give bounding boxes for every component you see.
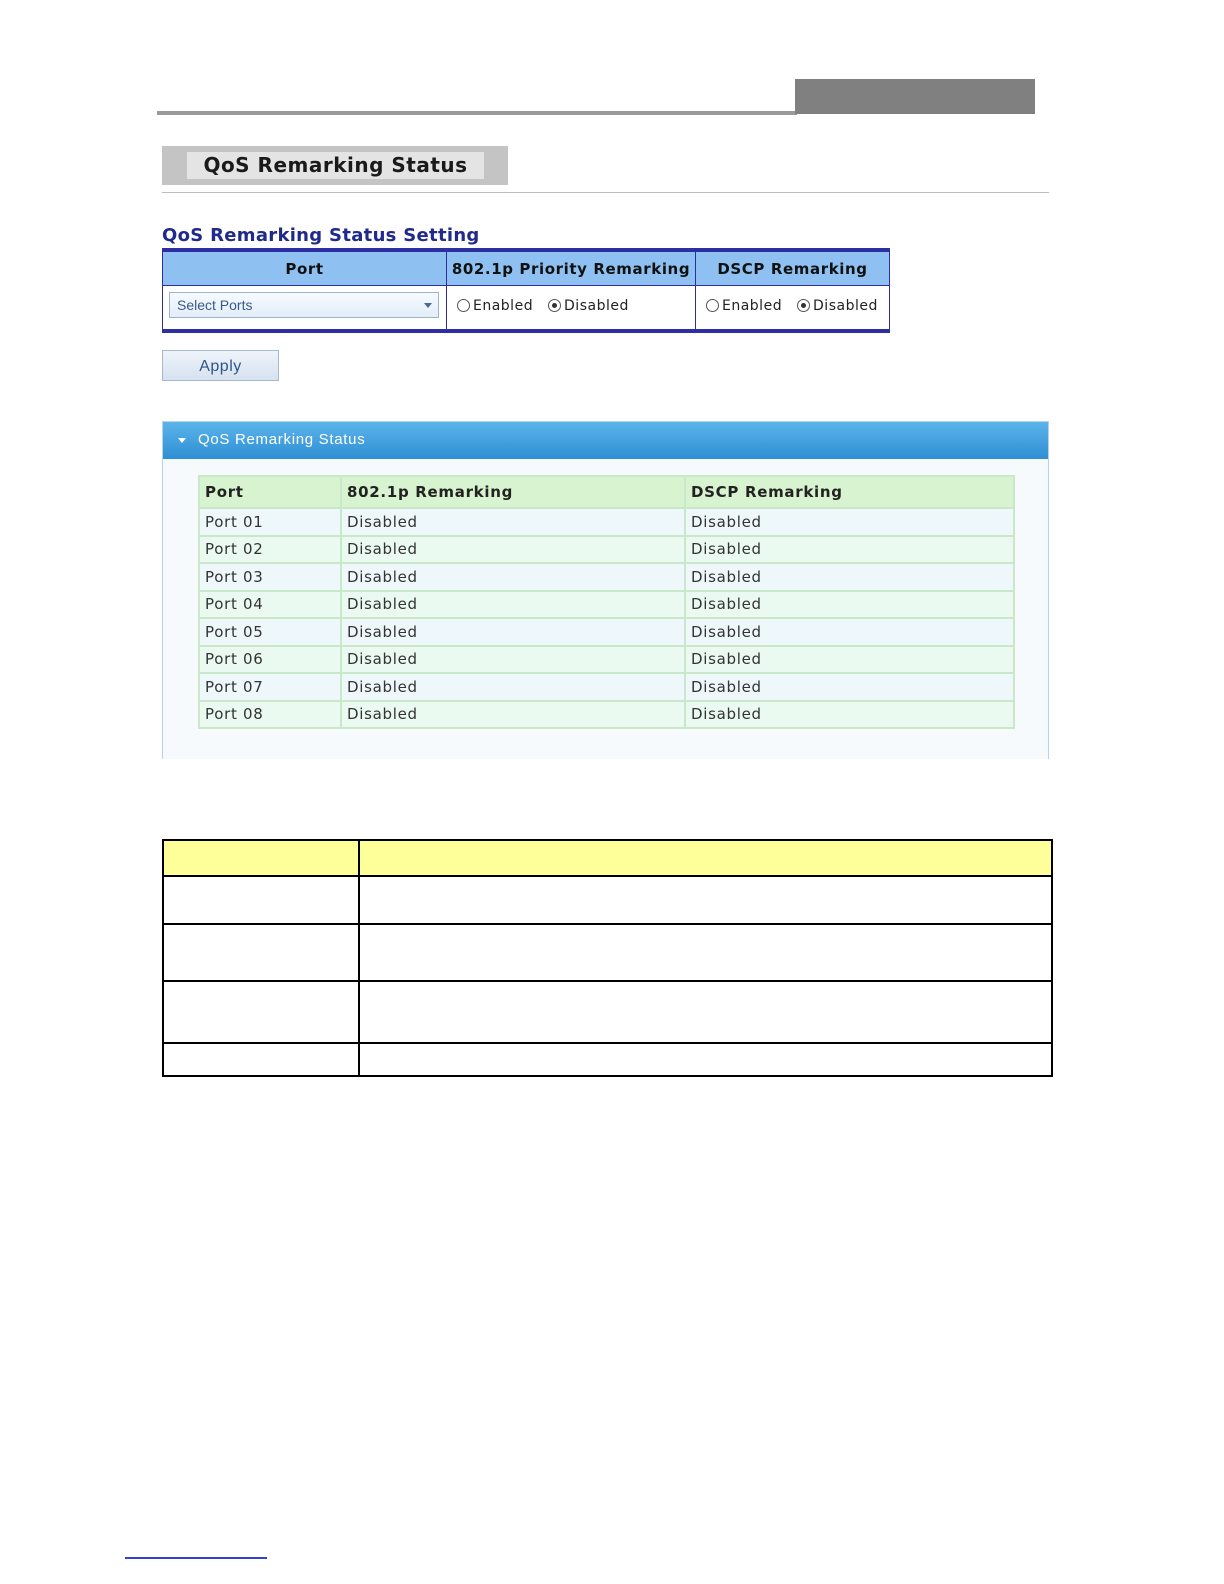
priority-disabled-radio[interactable] xyxy=(548,299,561,312)
description-cell xyxy=(359,876,1052,924)
row-dscp-status: Disabled xyxy=(685,701,1014,729)
setting-cell-priority xyxy=(447,286,696,329)
page-title: QoS Remarking Status xyxy=(187,152,484,179)
row-port: Port 05 xyxy=(199,618,341,646)
description-table xyxy=(162,839,1053,1077)
footer-link-underline xyxy=(125,1557,267,1559)
row-priority-status: Disabled xyxy=(341,536,685,564)
description-header-description xyxy=(359,840,1052,876)
table-row xyxy=(199,591,1014,619)
row-port: Port 01 xyxy=(199,508,341,536)
description-header-object xyxy=(163,840,359,876)
status-panel-header[interactable] xyxy=(163,422,1048,459)
dscp-enabled-label: Enabled xyxy=(722,298,783,314)
setting-section-title: QoS Remarking Status Setting xyxy=(162,225,480,246)
priority-enabled-radio[interactable] xyxy=(457,299,470,312)
row-port: Port 04 xyxy=(199,591,341,619)
row-dscp-status: Disabled xyxy=(685,646,1014,674)
description-cell xyxy=(163,876,359,924)
setting-header-priority: 802.1p Priority Remarking xyxy=(447,252,696,286)
dscp-radio-group xyxy=(706,298,878,314)
table-row xyxy=(163,1043,1052,1076)
table-row xyxy=(199,618,1014,646)
setting-cell-dscp xyxy=(696,286,889,329)
table-row xyxy=(199,646,1014,674)
table-row xyxy=(163,924,1052,981)
priority-enabled-label: Enabled xyxy=(473,298,534,314)
description-cell xyxy=(359,924,1052,981)
table-row xyxy=(163,876,1052,924)
description-cell xyxy=(163,924,359,981)
row-port: Port 06 xyxy=(199,646,341,674)
status-table xyxy=(198,475,1015,729)
row-priority-status: Disabled xyxy=(341,508,685,536)
description-cell xyxy=(359,1043,1052,1076)
description-cell xyxy=(163,1043,359,1076)
setting-header-dscp: DSCP Remarking xyxy=(696,252,889,286)
row-priority-status: Disabled xyxy=(341,591,685,619)
status-panel-title: QoS Remarking Status xyxy=(198,431,366,448)
row-dscp-status: Disabled xyxy=(685,618,1014,646)
status-column-priority: 802.1p Remarking xyxy=(341,476,685,508)
row-port: Port 07 xyxy=(199,673,341,701)
dscp-disabled-label: Disabled xyxy=(813,298,878,314)
row-dscp-status: Disabled xyxy=(685,673,1014,701)
priority-disabled-label: Disabled xyxy=(564,298,629,314)
setting-table xyxy=(162,248,890,333)
status-column-dscp: DSCP Remarking xyxy=(685,476,1014,508)
table-row xyxy=(199,536,1014,564)
dscp-enabled-radio[interactable] xyxy=(706,299,719,312)
title-divider xyxy=(162,192,1049,193)
row-priority-status: Disabled xyxy=(341,701,685,729)
collapse-caret-icon xyxy=(178,438,186,443)
table-row xyxy=(199,673,1014,701)
row-port: Port 03 xyxy=(199,563,341,591)
setting-header-port: Port xyxy=(163,252,447,286)
page-header-tab xyxy=(795,79,1035,114)
row-dscp-status: Disabled xyxy=(685,563,1014,591)
row-priority-status: Disabled xyxy=(341,563,685,591)
apply-button[interactable]: Apply xyxy=(162,350,279,381)
table-row xyxy=(163,981,1052,1043)
row-dscp-status: Disabled xyxy=(685,536,1014,564)
port-select[interactable] xyxy=(169,292,439,318)
table-row xyxy=(199,701,1014,729)
port-select-value: Select Ports xyxy=(177,297,253,313)
status-column-port: Port xyxy=(199,476,341,508)
row-priority-status: Disabled xyxy=(341,673,685,701)
table-row xyxy=(199,563,1014,591)
row-priority-status: Disabled xyxy=(341,646,685,674)
status-table-header-row xyxy=(199,476,1014,508)
description-cell xyxy=(359,981,1052,1043)
description-header-row xyxy=(163,840,1052,876)
row-port: Port 02 xyxy=(199,536,341,564)
description-cell xyxy=(163,981,359,1043)
row-dscp-status: Disabled xyxy=(685,591,1014,619)
status-panel xyxy=(162,421,1049,759)
row-dscp-status: Disabled xyxy=(685,508,1014,536)
row-port: Port 08 xyxy=(199,701,341,729)
table-row xyxy=(199,508,1014,536)
priority-radio-group xyxy=(457,298,639,314)
page-header-rule xyxy=(157,111,797,115)
dscp-disabled-radio[interactable] xyxy=(797,299,810,312)
chevron-down-icon xyxy=(424,303,432,308)
setting-cell-port xyxy=(163,286,447,329)
row-priority-status: Disabled xyxy=(341,618,685,646)
